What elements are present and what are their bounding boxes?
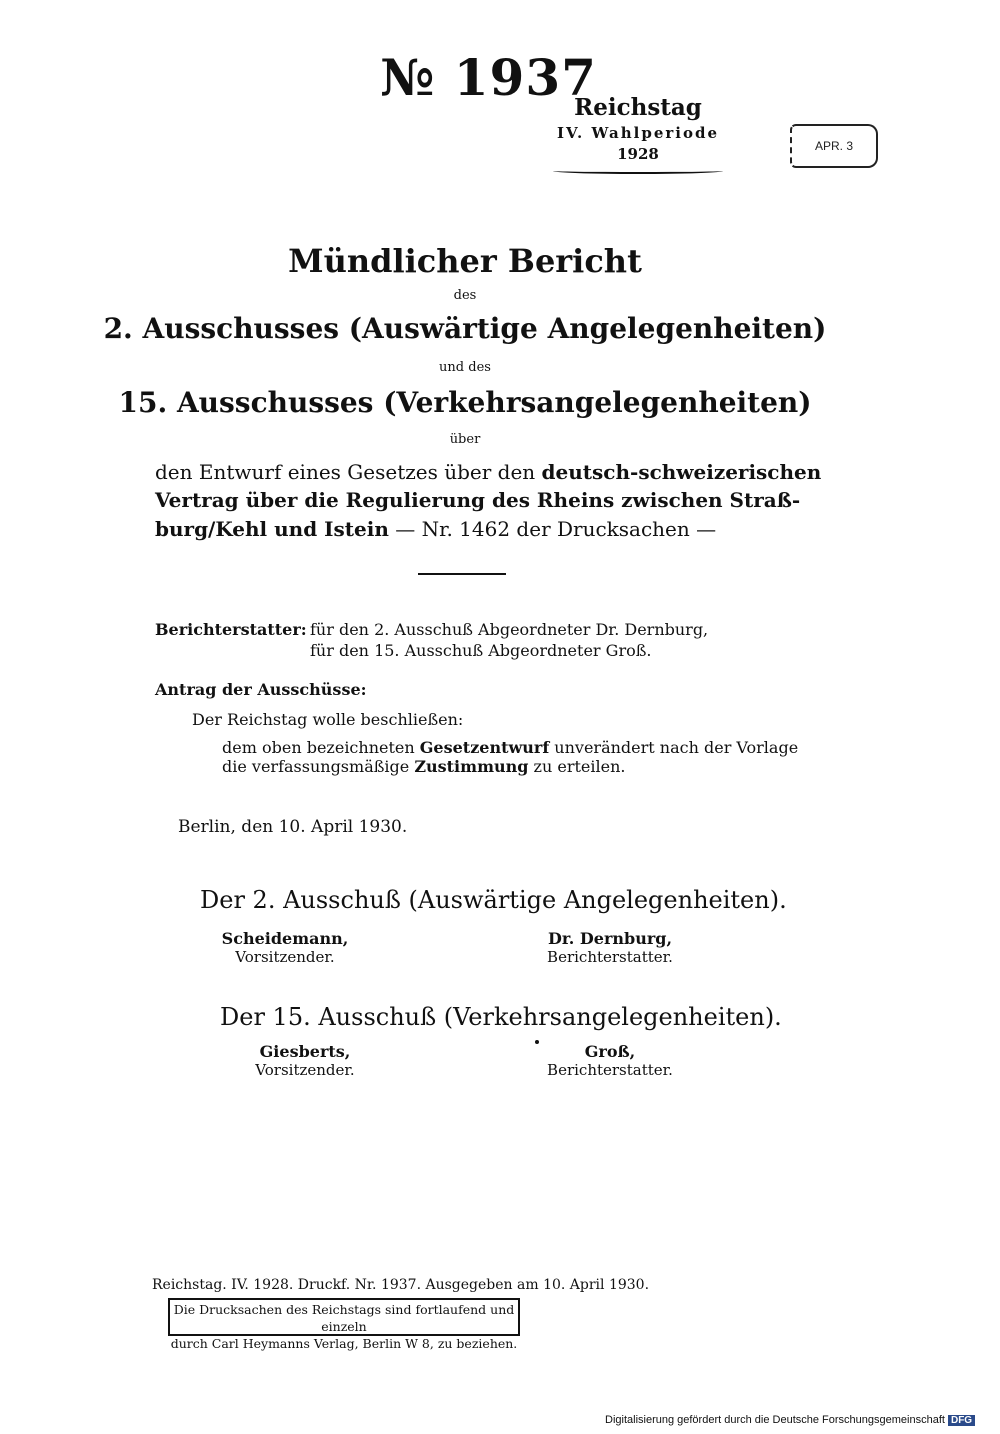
motion-line-2 <box>222 757 625 776</box>
subject-line-3 <box>155 517 716 541</box>
motion-emphasis: Zustimmung <box>414 757 529 776</box>
committee-2-title: 15. Ausschusses (Verkehrsangelegenheiten) <box>118 386 812 419</box>
footer-publisher-box <box>168 1298 520 1351</box>
motion-text: unverändert nach der Vorlage <box>554 738 799 757</box>
reichstag-label: Reichstag <box>574 94 702 121</box>
motion-resolve: Der Reichstag wolle beschließen: <box>192 710 464 729</box>
rapporteur-signature: Dr. Dernburg, <box>547 929 673 948</box>
publisher-line-1: Die Drucksachen des Reichstags sind fortlaufend und einzeln <box>173 1302 515 1334</box>
chair-signature: Giesberts, <box>259 1042 351 1061</box>
committee-1-title: 2. Ausschusses (Auswärtige Angelegenheiten) <box>103 312 827 345</box>
period-label: IV. Wahlperiode <box>556 124 719 142</box>
committee-2-heading: Der 15. Ausschuß (Verkehrsangelegenheiten). <box>220 1003 782 1031</box>
rapporteur-role: Berichterstatter. <box>547 948 673 966</box>
date-line: Berlin, den 10. April 1930. <box>178 817 408 837</box>
motion-text: die verfassungsmäßige <box>222 757 410 776</box>
subject-text: den Entwurf eines Gesetzes über den <box>155 460 536 484</box>
connector-des: des <box>453 288 477 303</box>
chair-signature: Scheidemann, <box>221 929 349 948</box>
chair-role: Vorsitzender. <box>235 948 335 966</box>
motion-text: zu erteilen. <box>533 757 626 776</box>
section-divider <box>418 573 506 575</box>
rapporteur-line: für den 2. Ausschuß Abgeordneter Dr. Dernburg, <box>310 620 709 639</box>
motion-text: dem oben bezeichneten <box>222 738 415 757</box>
reichstag-header <box>552 94 724 174</box>
rapporteur-line: für den 15. Ausschuß Abgeordneter Groß. <box>310 641 652 660</box>
header-underline <box>553 168 723 174</box>
connector-ueber: über <box>449 432 481 447</box>
dfg-logo: DFG <box>948 1415 975 1426</box>
digitization-note <box>605 1414 975 1426</box>
document-title: Mündlicher Bericht <box>288 242 642 280</box>
subject-emphasis: deutsch-schweizerischen <box>541 460 822 484</box>
motion-emphasis: Gesetzentwurf <box>419 738 550 757</box>
rapporteur-role: Berichterstatter. <box>547 1061 673 1079</box>
year-label: 1928 <box>617 145 659 163</box>
subject-reference: — Nr. 1462 der Drucksachen — <box>395 517 717 541</box>
committee-1-heading: Der 2. Ausschuß (Auswärtige Angelegenheiten). <box>200 886 787 914</box>
rapporteurs-label: Berichterstatter: <box>155 620 307 639</box>
subject-line-2: Vertrag über die Regulierung des Rheins zwischen Straß- <box>155 488 801 512</box>
footer-imprint: Reichstag. IV. 1928. Druckf. Nr. 1937. Ausgegeben am 10. April 1930. <box>152 1277 650 1293</box>
motion-line-1 <box>222 738 798 757</box>
connector-und-des: und des <box>439 360 491 375</box>
document-number: № 1937 <box>380 48 597 107</box>
chair-role: Vorsitzender. <box>255 1061 355 1079</box>
rapporteur-signature: Groß, <box>584 1042 636 1061</box>
subject-line-1 <box>155 460 822 484</box>
publisher-line-2: durch Carl Heymanns Verlag, Berlin W 8, zu beziehen. <box>170 1336 518 1351</box>
subject-emphasis: burg/Kehl und Istein <box>155 517 389 541</box>
digitization-text: Digitalisierung gefördert durch die Deutsche Forschungsgemeinschaft <box>605 1414 945 1426</box>
motion-label: Antrag der Ausschüsse: <box>155 680 367 699</box>
received-stamp: APR. 3 <box>790 124 878 168</box>
